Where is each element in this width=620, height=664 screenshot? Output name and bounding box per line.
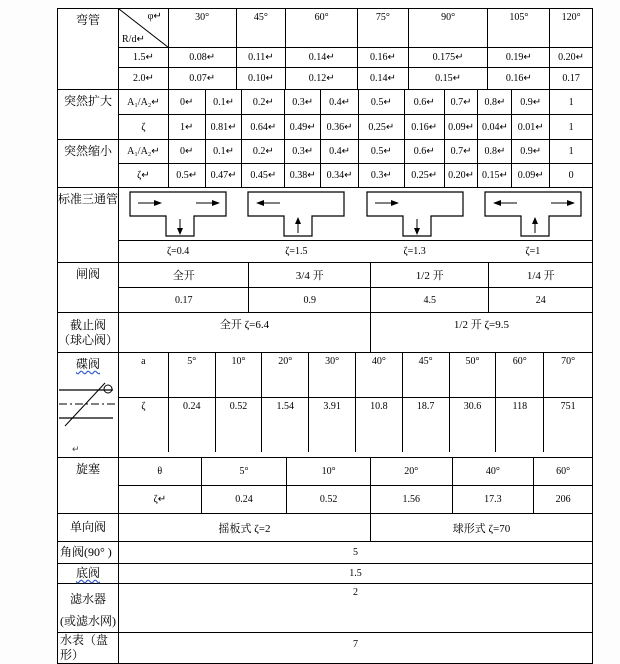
butterfly-zeta-label: ζ [119, 398, 169, 452]
expansion-zeta: 0.16↵ [405, 115, 445, 139]
contraction-ratio: 0.4↵ [321, 140, 359, 163]
bend-value: 0.19↵ [488, 48, 550, 67]
cock-zeta: 17.3 [453, 486, 535, 513]
tee-zeta-label: ζ=1.3 [403, 246, 426, 257]
butterfly-angle: 5° [169, 353, 216, 397]
butterfly-zeta: 3.91 [309, 398, 356, 452]
gate-opening-header: 1/2 开 [371, 263, 490, 287]
expansion-zeta: 1↵ [169, 115, 206, 139]
cock-angle-label: θ [119, 458, 202, 485]
bend-row-label: 1.5↵ [119, 48, 169, 67]
expansion-label: 突然扩大 [63, 94, 112, 108]
gate-opening-header: 3/4 开 [249, 263, 370, 287]
contraction-zeta: 0.47↵ [206, 164, 243, 187]
section-bend [58, 9, 592, 90]
expansion-zeta: 0.04↵ [478, 115, 512, 139]
angle-valve-value: 5 [353, 547, 358, 558]
contraction-ratio: 0↵ [169, 140, 206, 163]
bend-value: 0.14↵ [358, 68, 409, 89]
bend-value: 0.17 [562, 73, 580, 84]
expansion-ratio: 0.6↵ [405, 90, 445, 114]
water-meter-label: 水表（盘形） [60, 633, 109, 662]
butterfly-zeta: 751 [560, 401, 576, 412]
butterfly-zeta: 18.7 [403, 398, 450, 452]
stop-valve-half-open-value: 1/2 开 ζ=9.5 [453, 319, 509, 331]
section-water-meter [58, 633, 592, 663]
cock-zeta: 0.24 [202, 486, 288, 513]
butterfly-valve-label: 碟阀 [75, 357, 100, 371]
gate-zeta-value: 4.5 [371, 288, 490, 312]
butterfly-valve-disc-diagram-icon [59, 380, 118, 432]
contraction-zeta-label: ζ↵ [119, 164, 169, 187]
expansion-zeta: 0.36↵ [321, 115, 359, 139]
section-sudden-expansion [58, 90, 592, 140]
bend-value: 0.07↵ [169, 68, 237, 89]
expansion-ratio: 0.5↵ [359, 90, 405, 114]
expansion-zeta: 0.01↵ [512, 115, 550, 139]
expansion-zeta: 0.09↵ [445, 115, 479, 139]
gate-zeta-value: 0.9 [249, 288, 370, 312]
contraction-ratio: 1 [568, 146, 574, 157]
contraction-ratio-label: A₁/A₂↵ [119, 140, 169, 163]
bend-rd-header: R/d↵ [122, 34, 145, 45]
section-label-tee [58, 188, 119, 262]
cock-angle: 5° [202, 458, 288, 485]
tee-zeta-label: ζ=1 [525, 246, 541, 257]
tee-zeta-label: ζ=0.4 [166, 246, 190, 257]
butterfly-angle: 20° [262, 353, 309, 397]
expansion-ratio: 1 [568, 96, 574, 108]
contraction-zeta: 0.45↵ [242, 164, 285, 187]
expansion-zeta: 0.25↵ [359, 115, 405, 139]
section-label-butterfly-valve [58, 353, 119, 457]
section-standard-tee [58, 188, 592, 263]
butterfly-angle: 40° [356, 353, 403, 397]
expansion-ratio: 0.2↵ [242, 90, 285, 114]
foot-valve-value: 1.5 [349, 568, 362, 579]
bend-diagonal-header-cell [119, 9, 169, 47]
bend-value: 0.15↵ [409, 68, 489, 89]
contraction-ratio: 0.2↵ [242, 140, 285, 163]
cock-zeta: 0.52 [287, 486, 371, 513]
strainer-label-line1: 滤水器 [69, 592, 106, 606]
check-valve-swing-value: 摇板式 ζ=2 [119, 514, 371, 541]
butterfly-angle: 30° [309, 353, 356, 397]
expansion-ratio-label: A₁/A₂↵ [119, 90, 169, 114]
butterfly-angle: 50° [450, 353, 497, 397]
check-valve-ball-value: 球形式 ζ=70 [452, 522, 511, 535]
expansion-zeta: 0.81↵ [206, 115, 243, 139]
section-angle-valve [58, 542, 592, 564]
butterfly-angle: 60° [496, 353, 544, 397]
expansion-zeta-label: ζ [119, 115, 169, 139]
plug-cock-label: 旋塞 [75, 462, 100, 476]
gate-opening-header: 1/4 开 [526, 270, 555, 282]
bend-angle-header: 90° [409, 9, 489, 47]
butterfly-zeta: 30.6 [450, 398, 497, 452]
paragraph-mark: ↵ [72, 444, 80, 454]
bend-angle-header: 30° [169, 9, 237, 47]
tee-flow-left-into-branch-icon [365, 190, 465, 238]
expansion-zeta: 1 [568, 121, 574, 133]
bend-value: 0.16↵ [358, 48, 409, 67]
section-label-check-valve [58, 514, 119, 541]
contraction-zeta: 0.15↵ [478, 164, 512, 187]
cock-zeta-label: ζ↵ [119, 486, 202, 513]
butterfly-angle: 45° [403, 353, 450, 397]
butterfly-zeta: 0.52 [216, 398, 263, 452]
stop-valve-label-line1: 截止阀 [69, 317, 106, 332]
section-label-strainer [58, 584, 119, 632]
gate-valve-label: 闸阀 [75, 267, 100, 281]
expansion-zeta: 0.64↵ [242, 115, 285, 139]
section-sudden-contraction [58, 140, 592, 188]
section-gate-valve [58, 263, 592, 313]
gate-zeta-value: 24 [535, 294, 546, 306]
bend-row-label: 2.0↵ [119, 68, 169, 89]
stop-valve-label-line2: （球心阀） [58, 332, 119, 347]
expansion-zeta: 0.49↵ [285, 115, 321, 139]
water-meter-value: 7 [353, 639, 358, 650]
bend-angle-header: 75° [358, 9, 409, 47]
butterfly-zeta: 118 [496, 398, 544, 452]
contraction-ratio: 0.3↵ [285, 140, 321, 163]
section-label-plug-cock [58, 458, 119, 513]
tee-flow-up-split-both-icon [483, 190, 583, 238]
stop-valve-full-open-value: 全开 ζ=6.4 [119, 313, 371, 352]
section-label-gate-valve [58, 263, 119, 312]
contraction-ratio: 0.7↵ [445, 140, 479, 163]
butterfly-zeta: 10.8 [356, 398, 403, 452]
butterfly-angle: 10° [216, 353, 263, 397]
contraction-ratio: 0.1↵ [206, 140, 243, 163]
bend-angle-header: 45° [237, 9, 287, 47]
expansion-ratio: 0↵ [169, 90, 206, 114]
strainer-label-line2: (或滤水网) [60, 614, 116, 628]
bend-value: 0.11↵ [237, 48, 287, 67]
tee-zeta-label: ζ=1.5 [285, 246, 308, 257]
section-plug-cock [58, 458, 592, 514]
bend-value: 0.14↵ [286, 48, 358, 67]
section-label-foot-valve [58, 564, 119, 583]
contraction-zeta: 0 [568, 170, 574, 181]
cock-angle: 40° [453, 458, 535, 485]
contraction-zeta: 0.20↵ [445, 164, 479, 187]
expansion-ratio: 0.4↵ [321, 90, 359, 114]
bend-value: 0.16↵ [488, 68, 550, 89]
contraction-label: 突然缩小 [63, 144, 112, 158]
section-stop-valve [58, 313, 592, 353]
contraction-ratio: 0.5↵ [359, 140, 405, 163]
cock-angle: 20° [371, 458, 453, 485]
section-label-contraction [58, 140, 119, 187]
contraction-zeta: 0.38↵ [285, 164, 321, 187]
foot-valve-label: 底阀 [75, 566, 100, 580]
expansion-ratio: 0.9↵ [512, 90, 550, 114]
section-check-valve [58, 514, 592, 542]
cock-angle: 10° [287, 458, 371, 485]
section-label-water-meter [58, 633, 119, 663]
tee-flow-up-out-left-icon [246, 190, 346, 238]
bend-value: 0.20↵ [558, 52, 585, 63]
cock-angle: 60° [556, 466, 571, 477]
strainer-value: 2 [353, 587, 358, 598]
bend-angle-header: 120° [561, 12, 581, 23]
tee-flow-through-and-branch-down-icon [128, 190, 228, 238]
contraction-zeta: 0.25↵ [405, 164, 445, 187]
contraction-ratio: 0.6↵ [405, 140, 445, 163]
check-valve-label: 单向阀 [69, 520, 106, 534]
cock-zeta: 206 [555, 494, 571, 505]
tee-diagrams-cell [119, 188, 592, 240]
butterfly-angle-label: a [119, 353, 169, 397]
bend-value: 0.10↵ [237, 68, 287, 89]
butterfly-angle: 70° [561, 356, 576, 367]
bend-value: 0.12↵ [286, 68, 358, 89]
tee-label: 标准三通管 [58, 192, 119, 206]
gate-zeta-value: 0.17 [119, 288, 249, 312]
bend-phi-header: φ↵ [147, 11, 162, 22]
section-strainer [58, 584, 592, 633]
contraction-zeta: 0.3↵ [359, 164, 405, 187]
section-label-angle-valve [58, 542, 119, 563]
bend-value: 0.08↵ [169, 48, 237, 67]
expansion-ratio: 0.1↵ [206, 90, 243, 114]
section-foot-valve [58, 564, 592, 584]
expansion-ratio: 0.7↵ [445, 90, 479, 114]
butterfly-zeta: 0.24 [169, 398, 216, 452]
contraction-ratio: 0.8↵ [478, 140, 512, 163]
bend-angle-header: 60° [286, 9, 358, 47]
section-butterfly-valve [58, 353, 592, 458]
section-label-expansion [58, 90, 119, 139]
cock-zeta: 1.56 [371, 486, 453, 513]
contraction-zeta: 0.34↵ [321, 164, 359, 187]
contraction-zeta: 0.5↵ [169, 164, 206, 187]
section-label-stop-valve [58, 313, 119, 352]
butterfly-zeta: 1.54 [262, 398, 309, 452]
angle-valve-label: 角阀(90° ) [60, 545, 112, 559]
contraction-ratio: 0.9↵ [512, 140, 550, 163]
bend-value: 0.175↵ [409, 48, 489, 67]
fitting-resistance-table [57, 8, 593, 664]
bend-angle-header: 105° [488, 9, 550, 47]
expansion-ratio: 0.3↵ [285, 90, 321, 114]
gate-opening-header: 全开 [119, 263, 249, 287]
bend-label: 弯管 [75, 13, 100, 27]
section-label-bend [58, 9, 119, 89]
expansion-ratio: 0.8↵ [478, 90, 512, 114]
contraction-zeta: 0.09↵ [512, 164, 550, 187]
